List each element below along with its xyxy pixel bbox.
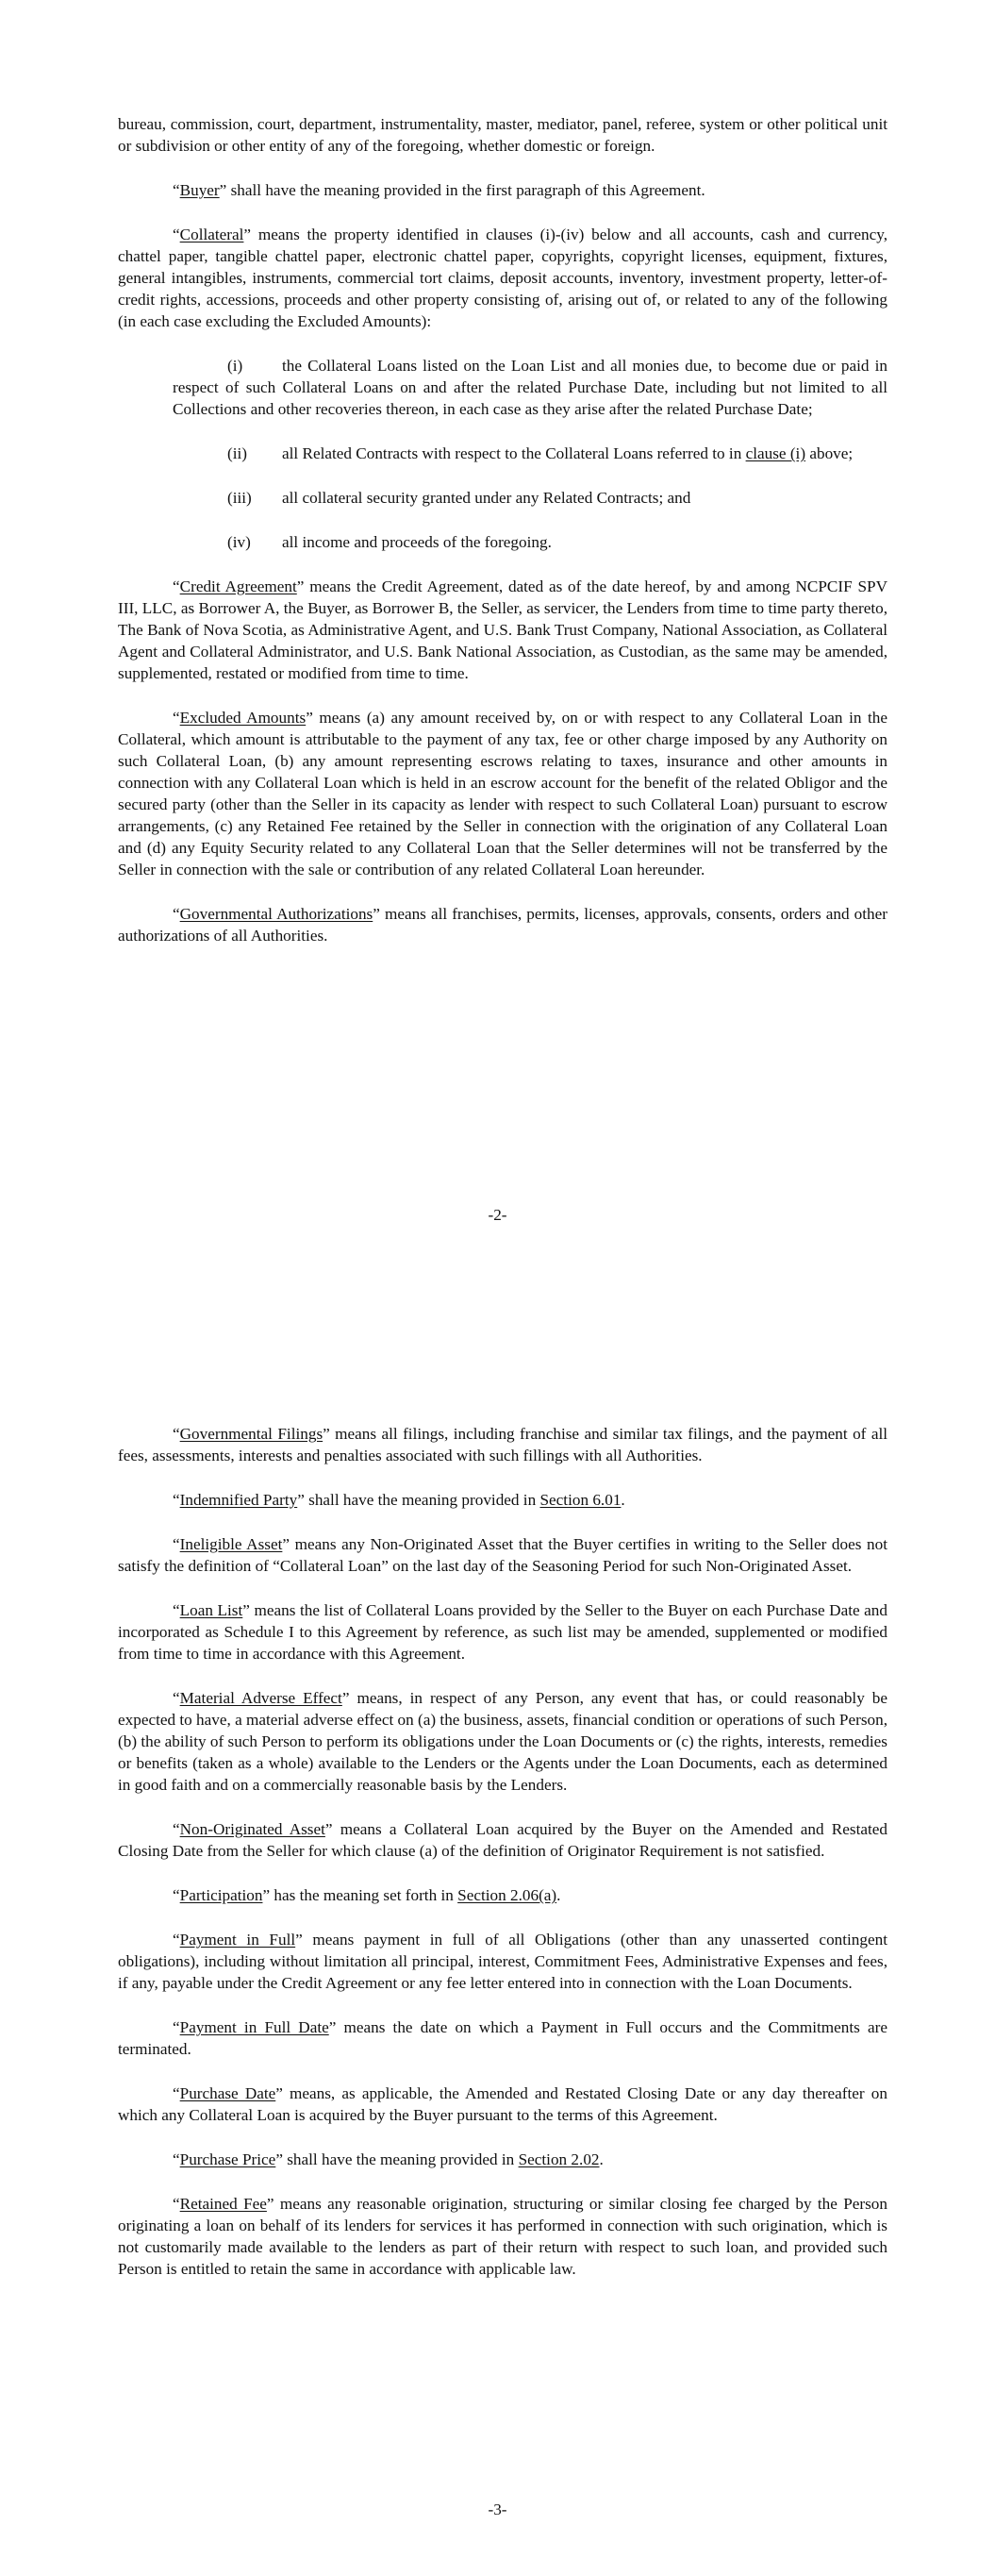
definition-retained-fee: [118, 2193, 887, 2280]
quote-open: “: [173, 1491, 180, 1509]
defined-term: Governmental Filings: [179, 1425, 323, 1443]
clause-text: the Collateral Loans listed on the Loan List and all monies due, to become due or paid in respect of such Collateral Loans on and after the related Purchase Date, including but not limited to all Collections and other recoveries thereon, in each case as they arise after the related Purchase Date;: [173, 357, 887, 418]
quote-open: “: [173, 905, 180, 923]
definition-collateral: [118, 224, 887, 332]
page-3-body: [118, 1423, 887, 2302]
section-reference: Section 6.01: [539, 1491, 622, 1509]
quote-open: “: [173, 1535, 180, 1553]
definition-text: ” means the Credit Agreement, dated as of the date hereof, by and among NCPCIF SPV III, LLC, as Borrower A, the Buyer, as Borrower B, the Seller, as servicer, the Lenders from time to time party thereto, The Bank of Nova Scotia, as Administrative Agent, and U.S. Bank Trust Company, National Association, as Collateral Agent and Collateral Administrator, and U.S. Bank National Association, as Custodian, as the same may be amended, supplemented, restated or modified from time to time.: [118, 577, 887, 682]
clause-iii: [173, 487, 887, 509]
definition-text: ” means, as applicable, the Amended and Restated Closing Date or any day thereafter on which any Collateral Loan is acquired by the Buyer pursuant to the terms of this Agreement.: [118, 2084, 887, 2124]
definition-tail: .: [621, 1491, 625, 1509]
definition-text: ” means all filings, including franchise and similar tax filings, and the payment of all fees, assessments, interests and penalties associated with such fillings with all Authorities.: [118, 1425, 887, 1464]
definition-excluded-amounts: [118, 707, 887, 880]
quote-open: “: [173, 1601, 180, 1619]
clause-text: all collateral security granted under any Related Contracts; and: [282, 489, 691, 507]
definition-governmental-authorizations: [118, 903, 887, 946]
page-2-body: [118, 113, 887, 969]
definition-payment-in-full-date: [118, 2016, 887, 2060]
defined-term: Buyer: [179, 181, 220, 199]
definition-text: ” means any Non-Originated Asset that the Buyer certifies in writing to the Seller does not satisfy the definition of “Collateral Loan” on the last day of the Seasoning Period for such Non-Originated Asset.: [118, 1535, 887, 1575]
page-number: -2-: [488, 1206, 507, 1224]
clause-number: (ii): [227, 444, 247, 462]
defined-term: Loan List: [179, 1601, 243, 1619]
defined-term: Payment in Full: [179, 1931, 296, 1949]
defined-term: Ineligible Asset: [179, 1535, 283, 1553]
defined-term: Credit Agreement: [179, 577, 297, 595]
defined-term: Excluded Amounts: [179, 709, 307, 727]
quote-open: “: [173, 1820, 180, 1838]
clause-ii: [173, 443, 887, 464]
clause-reference: clause (i): [745, 444, 806, 462]
defined-term: Governmental Authorizations: [179, 905, 373, 923]
definition-text: ” means the date on which a Payment in Full occurs and the Commitments are terminated.: [118, 2018, 887, 2058]
quote-open: “: [173, 1689, 180, 1707]
defined-term: Non-Originated Asset: [179, 1820, 325, 1838]
defined-term: Indemnified Party: [179, 1491, 298, 1509]
quote-open: “: [173, 2084, 180, 2102]
definition-indemnified-party: [118, 1489, 887, 1511]
quote-open: “: [173, 1886, 180, 1904]
clause-i: [173, 355, 887, 420]
quote-open: “: [173, 709, 180, 727]
definition-text: ” means (a) any amount received by, on or with respect to any Collateral Loan in the Collateral, which amount is attributable to the payment of any tax, fee or other charge imposed by any Authority on such Collateral Loan, (b) any amount representing escrows relating to taxes, insurance and other amounts in connection with any Collateral Loan which is held in an escrow account for the benefit of the related Obligor and the secured party (other than the Seller in its capacity as lender with respect to such Collateral Loan) pursuant to escrow arrangements, (c) any Retained Fee retained by the Seller in connection with the origination of any Collateral Loan and (d) any Equity Security related to any Collateral Loan that the Seller determines will not be transferred by the Seller in connection with the sale or contribution of any related Collateral Loan hereunder.: [118, 709, 887, 878]
definition-governmental-filings: [118, 1423, 887, 1466]
definition-text: ” means, in respect of any Person, any event that has, or could reasonably be expected to have, a material adverse effect on (a) the business, assets, financial condition or operations of such Person, (b) the ability of such Person to perform its obligations under the Loan Documents or (c) the rights, interests, remedies or benefits (taken as a whole) available to the Lenders or the Agents under the Loan Documents, each as determined in good faith and on a commercially reasonable basis by the Lenders.: [118, 1689, 887, 1794]
definition-material-adverse-effect: [118, 1687, 887, 1796]
defined-term: Collateral: [179, 226, 244, 243]
quote-open: “: [173, 1931, 180, 1949]
definition-text: ” shall have the meaning provided in the first paragraph of this Agreement.: [219, 181, 705, 199]
definition-text: ” means the list of Collateral Loans provided by the Seller to the Buyer on each Purchase Date and incorporated as Schedule I to this Agreement by reference, as such list may be amended, supplemented or modified from time to time in accordance with this Agreement.: [118, 1601, 887, 1663]
clause-iv: [173, 531, 887, 553]
quote-open: “: [173, 1425, 180, 1443]
defined-term: Material Adverse Effect: [179, 1689, 342, 1707]
quote-open: “: [173, 2195, 180, 2213]
section-reference: Section 2.02: [518, 2150, 600, 2168]
definition-text: ” means all franchises, permits, licenses, approvals, consents, orders and other authorizations of all Authorities.: [118, 905, 887, 945]
clause-number: (iii): [227, 489, 252, 507]
defined-term: Payment in Full Date: [179, 2018, 329, 2036]
quote-open: “: [173, 577, 180, 595]
definition-purchase-date: [118, 2083, 887, 2126]
definition-text: ” means the property identified in clauses (i)-(iv) below and all accounts, cash and currency, chattel paper, tangible chattel paper, electronic chattel paper, copyrights, copyright licenses, equipment, fixtures, general intangibles, instruments, commercial tort claims, deposit accounts, inventory, investment property, letter-of-credit rights, accessions, proceeds and other property consisting of, arising out of, or related to any of the following (in each case excluding the Excluded Amounts):: [118, 226, 887, 330]
definition-buyer: [118, 179, 887, 201]
defined-term: Participation: [179, 1886, 263, 1904]
definition-text: ” has the meaning set forth in: [262, 1886, 458, 1904]
definition-text: ” shall have the meaning provided in: [297, 1491, 540, 1509]
page-3: [0, 1321, 995, 2576]
definition-payment-in-full: [118, 1929, 887, 1994]
page-number: -3-: [488, 2501, 507, 2518]
clause-text-tail: above;: [805, 444, 854, 462]
definition-tail: .: [599, 2150, 604, 2168]
defined-term: Purchase Price: [179, 2150, 276, 2168]
definition-non-originated-asset: [118, 1818, 887, 1862]
clause-number: (iv): [227, 533, 251, 551]
clause-number: (i): [227, 357, 243, 375]
definition-text: ” means payment in full of all Obligations (other than any unasserted contingent obligations), including without limitation all principal, interest, Commitment Fees, Administrative Expenses and fees, if any, payable under the Credit Agreement or any fee letter entered into in connection with the Loan Documents.: [118, 1931, 887, 1992]
definition-text: ” shall have the meaning provided in: [275, 2150, 519, 2168]
definition-loan-list: [118, 1599, 887, 1664]
quote-open: “: [173, 2018, 180, 2036]
clause-text: all Related Contracts with respect to the Collateral Loans referred to in: [282, 444, 746, 462]
definition-credit-agreement: [118, 576, 887, 684]
definition-purchase-price: [118, 2149, 887, 2170]
defined-term: Retained Fee: [179, 2195, 267, 2213]
definition-text: ” means any reasonable origination, structuring or similar closing fee charged by the Person originating a loan on behalf of its lenders for services it has performed in connection with such origination, which is not customarily made available to the lenders as part of their return with respect to such loan, and provided such Person is entitled to retain the same in accordance with applicable law.: [118, 2195, 887, 2278]
paragraph-text: bureau, commission, court, department, instrumentality, master, mediator, panel, referee, system or other political unit or subdivision or other entity of any of the foregoing, whether domestic or foreign.: [118, 115, 887, 155]
paragraph-continuation: [118, 113, 887, 157]
definition-text: ” means a Collateral Loan acquired by the Buyer on the Amended and Restated Closing Date from the Seller for which clause (a) of the definition of Originator Requirement is not satisfied.: [118, 1820, 887, 1860]
definition-ineligible-asset: [118, 1533, 887, 1577]
quote-open: “: [173, 2150, 180, 2168]
quote-open: “: [173, 181, 180, 199]
definition-tail: .: [556, 1886, 561, 1904]
clause-text: all income and proceeds of the foregoing.: [282, 533, 552, 551]
section-reference: Section 2.06(a): [457, 1886, 557, 1904]
defined-term: Purchase Date: [179, 2084, 276, 2102]
quote-open: “: [173, 226, 180, 243]
definition-participation: [118, 1884, 887, 1906]
